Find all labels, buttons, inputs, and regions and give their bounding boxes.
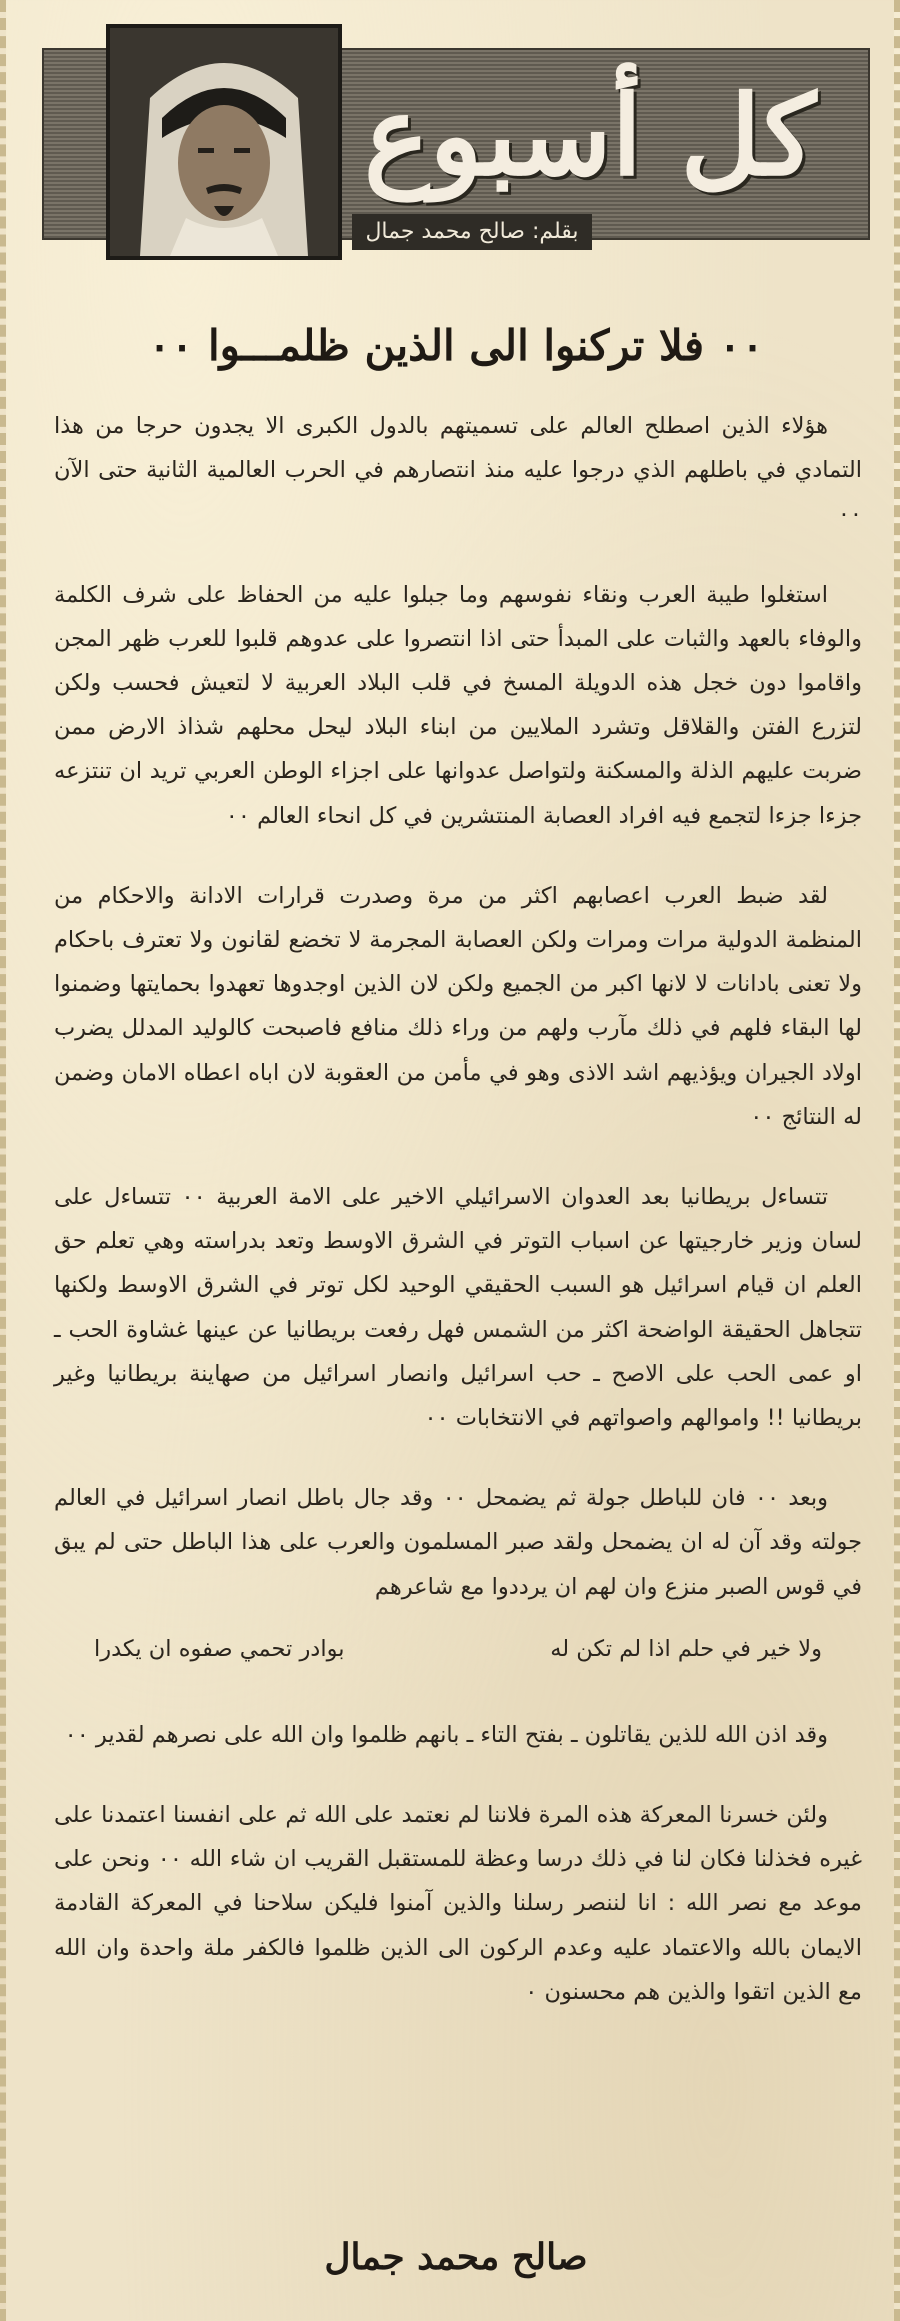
paragraph: وبعد ٠٠ فان للباطل جولة ثم يضمحل ٠٠ وقد جال باطل انصار اسرائيل في العالم جولته وقد آن له ان يضمحل ولقد صبر المسلمون والعرب على هذا الباطل حتى لم يبق في قوس الصبر منزع وان لهم ان يرددوا مع شاعرهم — [54, 1485, 862, 1600]
paragraph: ولئن خسرنا المعركة هذه المرة فلاننا لم نعتمد على الله ثم على انفسنا اعتمدنا على غيره فخذلنا فكان لنا في ذلك درسا وعظة للمستقبل القريب ان شاء الله ٠٠ ونحن على موعد مع نصر الله : انا لننصر رسلنا والذين آمنوا فليكن سلاحنا في المعركة القادمة الايمان بالله والاعتماد عليه وعدم الركون الى الذين ظلموا فالكفر ملة واحدة وان الله مع الذين اتقوا والذين هم محسنون ٠ — [54, 1802, 862, 2005]
column-title: كل أسبوع — [363, 71, 817, 200]
column-header — [42, 18, 870, 262]
author-portrait-image — [110, 28, 338, 256]
paragraph: لقد ضبط العرب اعصابهم اكثر من مرة وصدرت قرارات الادانة والاحكام من المنظمة الدولية مرات ومرات ولكن العصابة المجرمة لا تخضع لقانون ولا تعترف باحكام ولا تعنى بادانات لا لانها اكبر من الجميع ولكن لان الذين اوجدوها تعهدوا بحمايتها وضمنوا لها البقاء فلهم في ذلك مآرب ولهم من وراء ذلك منافع فاصبحت كالوليد المدلل يضرب اولاد الجيران ويؤذيهم اشد الاذى وهو في مأمن من العقوبة لان اباه اعطاه الامان وضمن له النتائج ٠٠ — [54, 882, 862, 1130]
paragraph: وقد اذن الله للذين يقاتلون ـ بفتح التاء ـ بانهم ظلموا وان الله على نصرهم لقدير ٠٠ — [64, 1721, 828, 1748]
author-signature: صالح محمد جمال — [324, 2236, 588, 2278]
headline: ٠٠ فلا تركنوا الى الذين ظلمـــوا ٠٠ — [148, 321, 764, 370]
verse-first-hemistich: ولا خير في حلم اذا لم تكن له — [550, 1635, 822, 1662]
paragraph: استغلوا طيبة العرب ونقاء نفوسهم وما جبلوا عليه من الحفاظ على شرف الكلمة والوفاء بالعهد والثبات على المبدأ حتى اذا انتصروا على عدوهم قلبوا للعرب ظهر المجن واقاموا دون خجل هذه الدويلة المسخ في قلب البلاد العربية لا لتعيش فحسب ولكن لتزرع الفتن والقلاقل وتشرد الملايين من ابناء البلاد ليحل محلهم شذاذ الارض ممن ضربت عليهم الذلة والمسكنة ولتواصل عدوانها على اجزاء الوطن العربي تريد ان تنتزعه جزءا جزءا لتجمع فيه افراد العصابة المنتشرين في كل انحاء العالم ٠٠ — [54, 581, 862, 829]
author-photo — [106, 24, 342, 260]
article-body — [54, 404, 862, 2050]
byline: بقلم: صالح محمد جمال — [352, 214, 592, 250]
poetry-verse — [94, 1627, 822, 1671]
verse-second-hemistich: بوادر تحمي صفوه ان يكدرا — [94, 1635, 345, 1662]
paragraph: تتساءل بريطانيا بعد العدوان الاسرائيلي الاخير على الامة العربية ٠٠ تتساءل على لسان وزير خارجيتها عن اسباب التوتر في الشرق الاوسط وتعد بدراسته وهي تعلم حق العلم ان قيام اسرائيل هو السبب الحقيقي الوحيد لكل توتر في الشرق الاوسط ولكنها تتجاهل الحقيقة الواضحة اكثر من الشمس فهل رفعت بريطانيا عن عينها غشاوة الحب ـ او عمى الحب على الاصح ـ حب اسرائيل وانصار اسرائيل من صهاينة بريطانيا وغير بريطانيا !! واموالهم واصواتهم في الانتخابات ٠٠ — [54, 1184, 862, 1432]
paragraph: هؤلاء الذين اصطلح العالم على تسميتهم بالدول الكبرى الا يجدون حرجا من هذا التمادي في باطلهم الذي درجوا عليه منذ انتصارهم في الحرب العالمية الثانية حتى الآن ٠٠ — [54, 413, 862, 528]
